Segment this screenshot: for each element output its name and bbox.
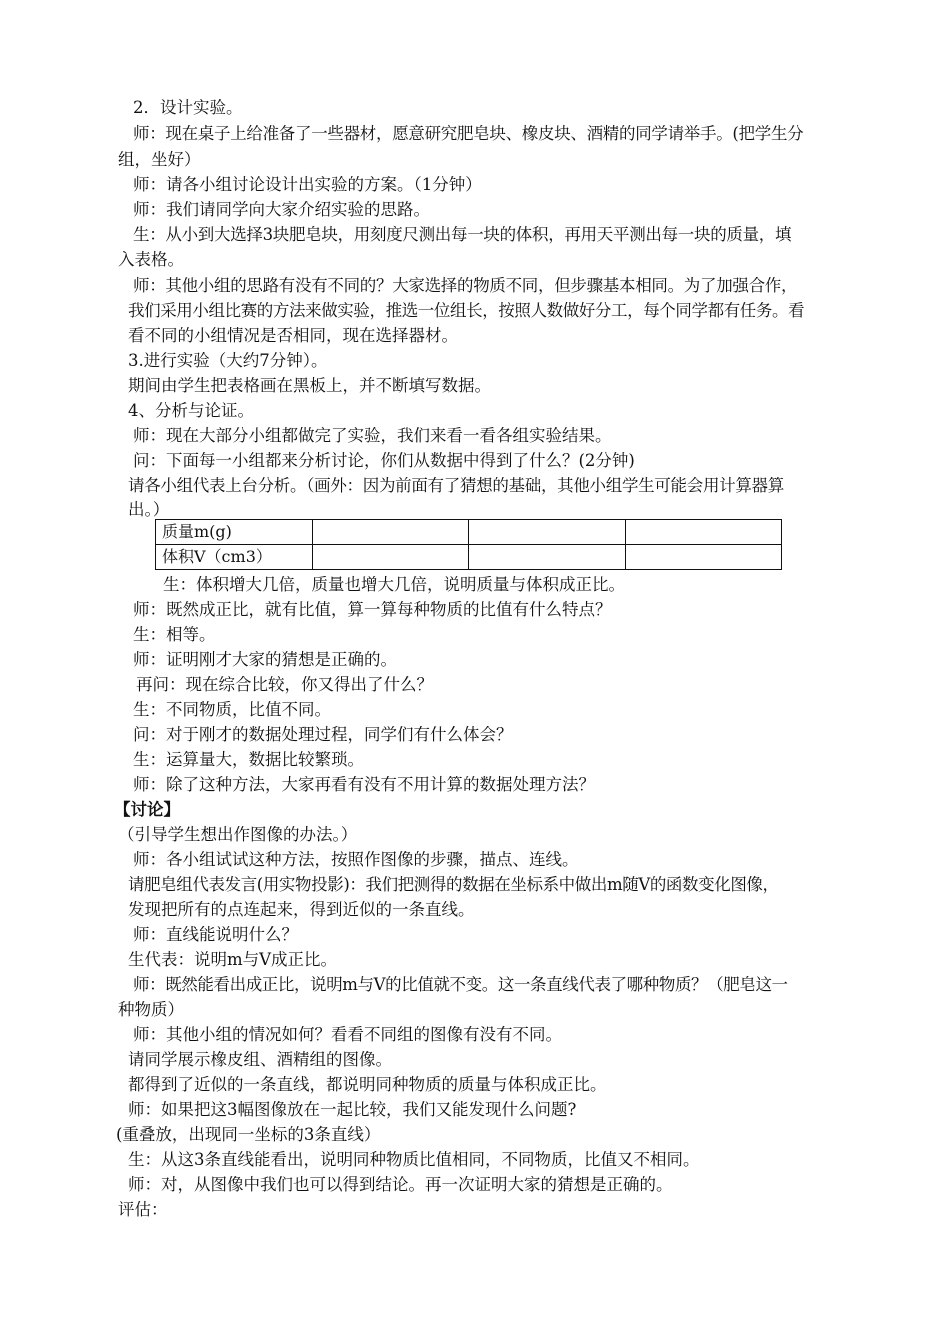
section-heading-discussion: 【讨论】 xyxy=(114,800,180,819)
section-heading-experiment: 3.进行实验（大约7分钟）。 xyxy=(128,351,328,370)
table-row xyxy=(156,545,782,570)
text-line: 师：其他小组的思路有没有不同的？大家选择的物质不同，但步骤基本相同。为了加强合作， xyxy=(133,276,798,295)
text-line: 组，坐好） xyxy=(118,150,201,169)
text-line: 师：各小组试试这种方法，按照作图像的步骤，描点、连线。 xyxy=(133,850,579,869)
text-line: 师：现在桌子上给准备了一些器材，愿意研究肥皂块、橡皮块、酒精的同学请举手。(把学生分 xyxy=(133,124,804,143)
text-line: 问：对于刚才的数据处理过程，同学们有什么体会？ xyxy=(133,725,513,744)
text-line: 生：从这3条直线能看出，说明同种物质比值相同，不同物质，比值又不相同。 xyxy=(128,1150,700,1169)
section-heading-evaluation: 评估： xyxy=(118,1200,168,1219)
text-line: 请各小组代表上台分析。（画外：因为前面有了猜想的基础，其他小组学生可能会用计算器算 xyxy=(128,476,784,495)
text-line: 问：下面每一小组都来分析讨论，你们从数据中得到了什么？(2分钟) xyxy=(133,451,635,470)
table-cell xyxy=(469,545,625,570)
text-line: 都得到了近似的一条直线，都说明同种物质的质量与体积成正比。 xyxy=(128,1075,607,1094)
text-line: 我们采用小组比赛的方法来做实验，推选一位组长，按照人数做好分工，每个同学都有任务。看 xyxy=(128,301,805,320)
text-line: 发现把所有的点连起来，得到近似的一条直线。 xyxy=(128,900,475,919)
table-cell-mass-label: 质量m(g) xyxy=(156,520,313,545)
text-line: 生：体积增大几倍，质量也增大几倍，说明质量与体积成正比。 xyxy=(163,575,625,594)
table-cell xyxy=(313,520,469,545)
text-line: 请肥皂组代表发言(用实物投影)：我们把测得的数据在坐标系中做出m随V的函数变化图像， xyxy=(128,875,779,894)
table-cell xyxy=(625,545,781,570)
table-cell-volume-label: 体积V（cm3） xyxy=(156,545,313,570)
table-cell xyxy=(469,520,625,545)
table-cell xyxy=(313,545,469,570)
text-line: 师：如果把这3幅图像放在一起比较，我们又能发现什么问题? xyxy=(128,1100,577,1119)
text-line: 生：相等。 xyxy=(133,625,216,644)
text-line: 种物质） xyxy=(118,1000,184,1019)
text-line: 出。） xyxy=(128,500,170,519)
section-heading-design: 2．设计实验。 xyxy=(133,98,243,117)
text-line: 看不同的小组情况是否相同，现在选择器材。 xyxy=(128,326,458,345)
text-line: 师：其他小组的情况如何？看看不同组的图像有没有不同。 xyxy=(133,1025,562,1044)
text-line: 生代表：说明m与V成正比。 xyxy=(128,950,338,969)
text-line: 师：既然能看出成正比，说明m与V的比值就不变。这一条直线代表了哪种物质？（肥皂这一 xyxy=(133,975,788,994)
text-line: 师：对，从图像中我们也可以得到结论。再一次证明大家的猜想是正确的。 xyxy=(128,1175,673,1194)
table-row xyxy=(156,520,782,545)
text-line: 师：除了这种方法，大家再看有没有不用计算的数据处理方法？ xyxy=(133,775,595,794)
text-line: 生：不同物质，比值不同。 xyxy=(133,700,331,719)
text-line: 师：证明刚才大家的猜想是正确的。 xyxy=(133,650,397,669)
text-line: 师：直线能说明什么？ xyxy=(133,925,298,944)
text-line: 再问：现在综合比较，你又得出了什么？ xyxy=(136,675,433,694)
text-line: 入表格。 xyxy=(118,250,184,269)
section-heading-analysis: 4、分析与论证。 xyxy=(128,401,254,420)
text-line: 生：从小到大选择3块肥皂块，用刻度尺测出每一块的体积，再用天平测出每一块的质量，填 xyxy=(133,225,792,244)
text-line: （引导学生想出作图像的办法。） xyxy=(118,825,358,844)
text-line: (重叠放，出现同一坐标的3条直线） xyxy=(116,1125,381,1144)
text-line: 期间由学生把表格画在黑板上，并不断填写数据。 xyxy=(128,376,491,395)
text-line: 请同学展示橡皮组、酒精组的图像。 xyxy=(128,1050,392,1069)
text-line: 师：我们请同学向大家介绍实验的思路。 xyxy=(133,200,430,219)
data-table xyxy=(155,519,782,570)
text-line: 生：运算量大，数据比较繁琐。 xyxy=(133,750,364,769)
text-line: 师：既然成正比，就有比值，算一算每种物质的比值有什么特点？ xyxy=(133,600,612,619)
text-line: 师：请各小组讨论设计出实验的方案。（1分钟） xyxy=(133,175,482,194)
table-cell xyxy=(625,520,781,545)
text-line: 师：现在大部分小组都做完了实验，我们来看一看各组实验结果。 xyxy=(133,426,612,445)
